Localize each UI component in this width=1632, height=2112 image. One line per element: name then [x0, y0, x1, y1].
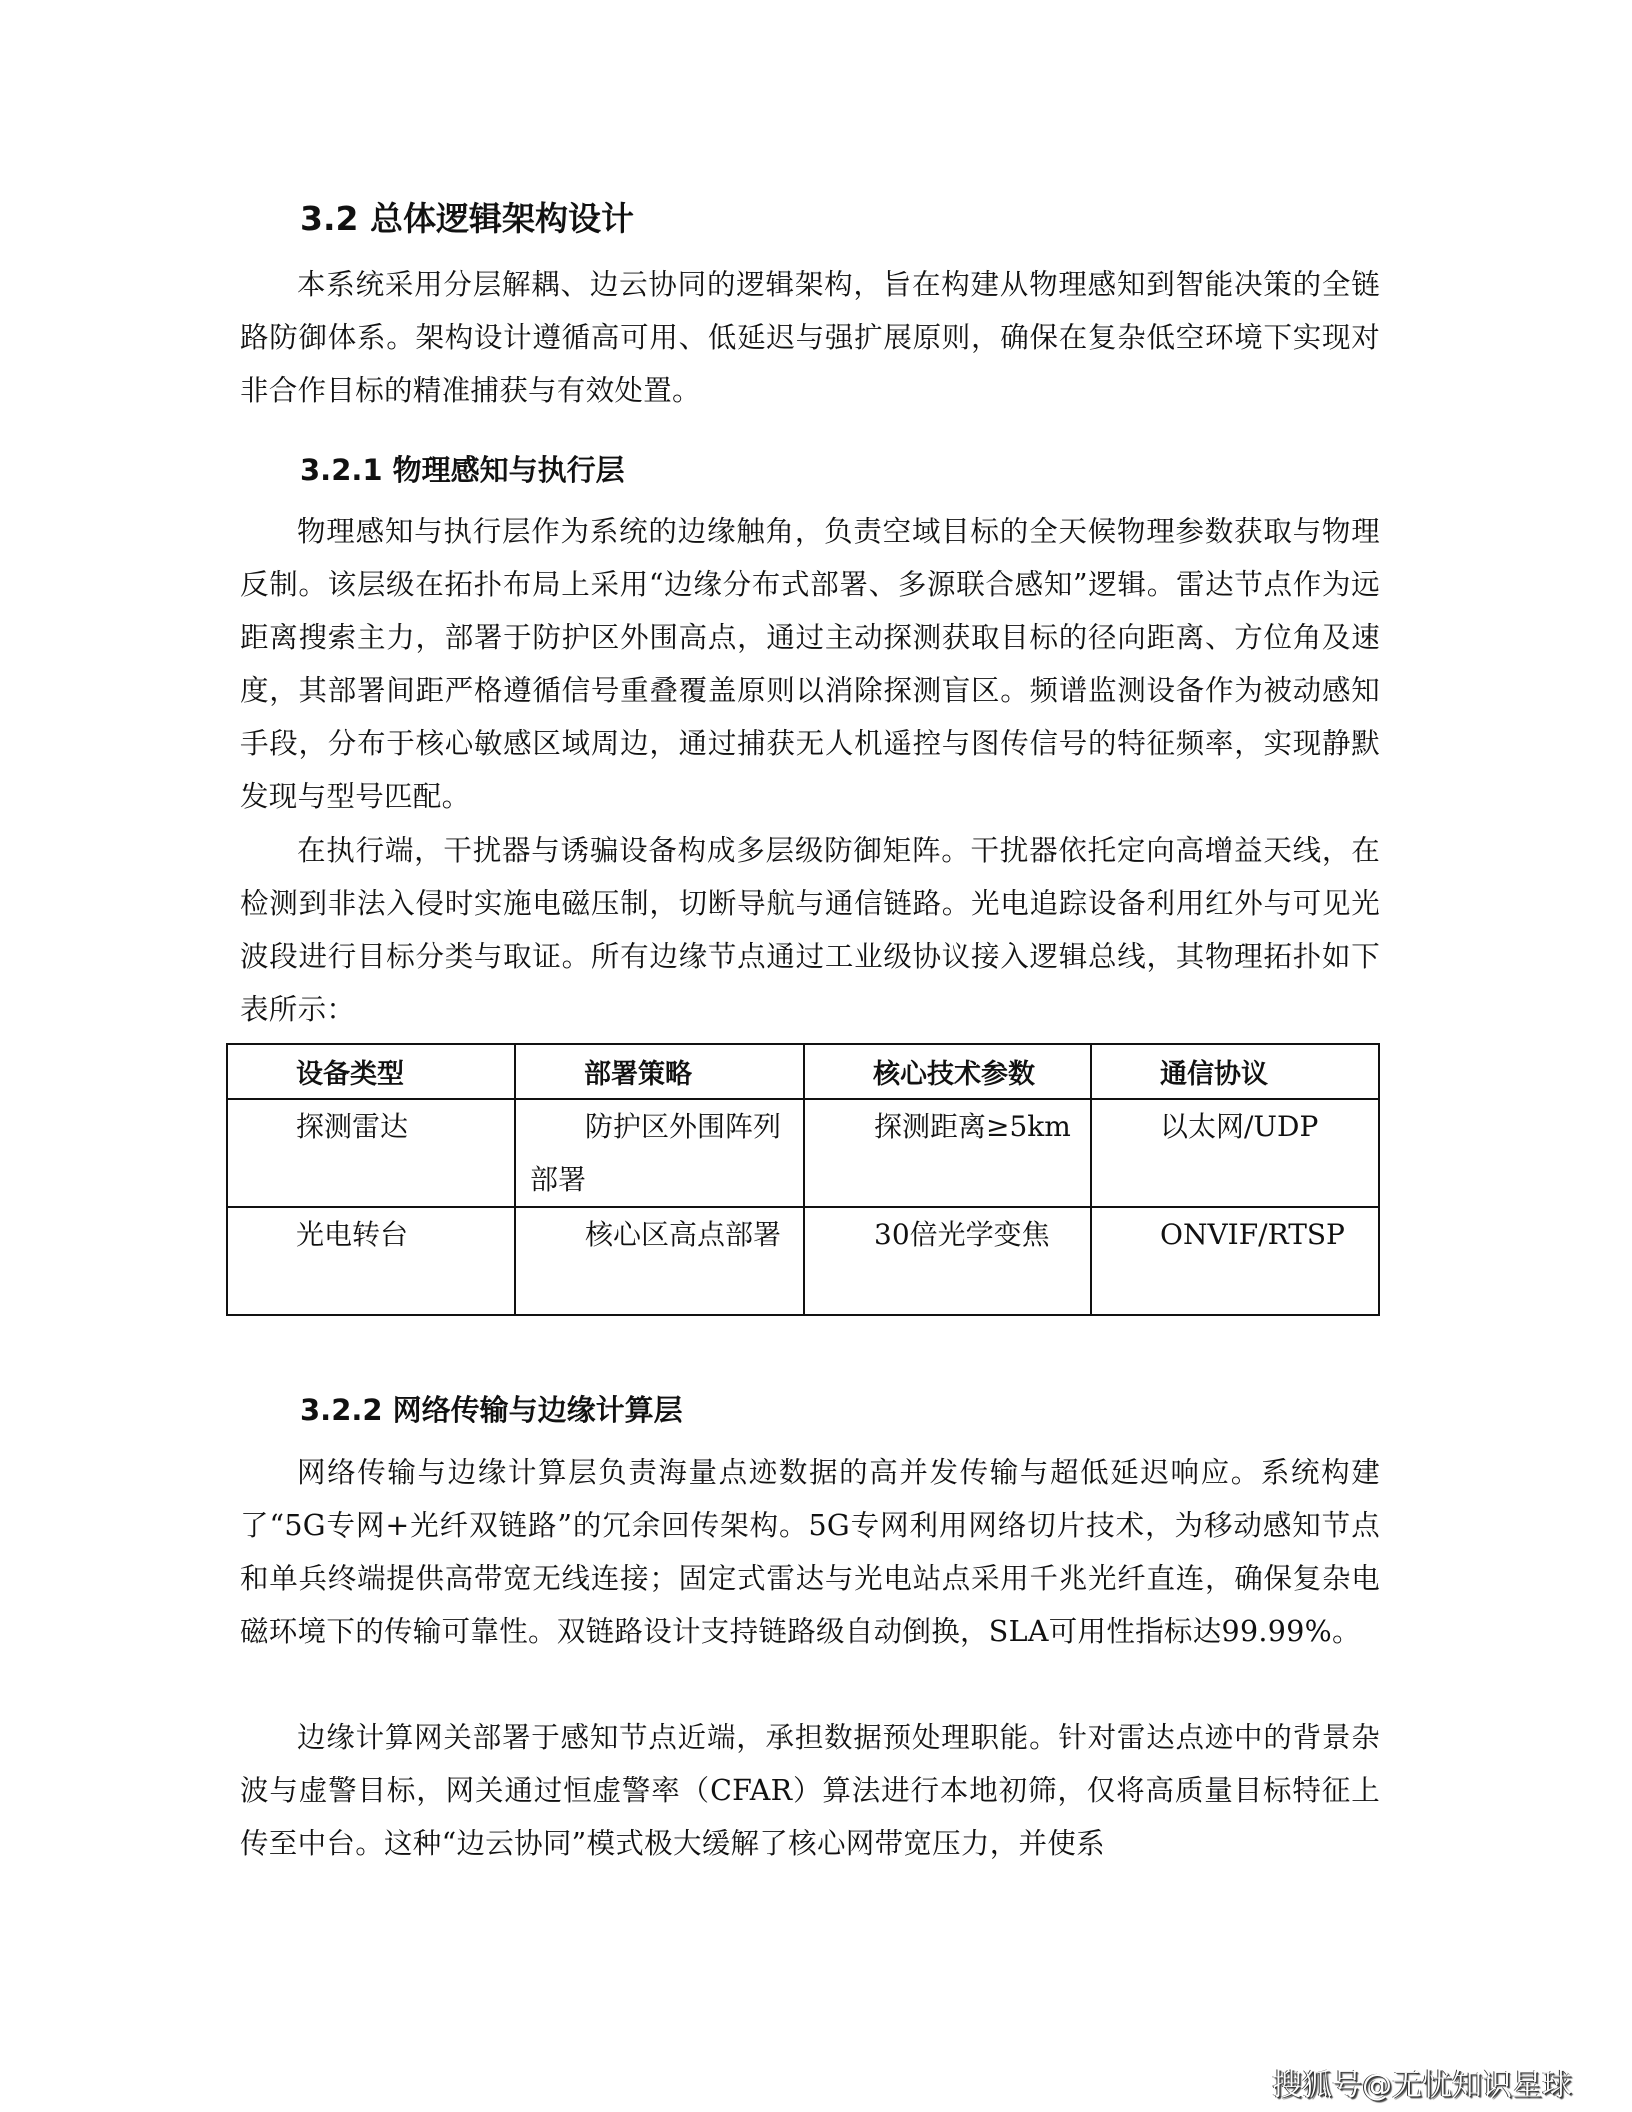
- subsection-heading-physical-layer: 3.2.1 物理感知与执行层: [300, 453, 625, 487]
- physical-layer-paragraph-2: 在执行端，干扰器与诱骗设备构成多层级防御矩阵。干扰器依托定向高增益天线，在检测到非法入侵时实施电磁压制，切断导航与通信链路。光电追踪设备利用红外与可见光波段进行目标分类与取证。所有边缘节点通过工业级协议接入逻辑总线，其物理拓扑如下表所示：: [240, 834, 1380, 1026]
- table-cell: 以太网/UDP: [1091, 1099, 1379, 1207]
- table-cell: 防护区外围阵列部署: [515, 1099, 804, 1207]
- table-cell: 30倍光学变焦: [804, 1207, 1091, 1315]
- subsection-heading-network-layer: 3.2.2 网络传输与边缘计算层: [300, 1393, 683, 1427]
- table-cell: 探测距离≥5km: [804, 1099, 1091, 1207]
- physical-topology-table: [226, 1043, 1380, 1316]
- table-header-parameters: 核心技术参数: [804, 1044, 1091, 1099]
- sohu-watermark: 搜狐号@无忧知识星球: [1272, 2068, 1572, 2103]
- intro-paragraph: 本系统采用分层解耦、边云协同的逻辑架构，旨在构建从物理感知到智能决策的全链路防御体系。架构设计遵循高可用、低延迟与强扩展原则，确保在复杂低空环境下实现对非合作目标的精准捕获与有效处置。: [240, 268, 1380, 407]
- network-layer-paragraph-2: 边缘计算网关部署于感知节点近端，承担数据预处理职能。针对雷达点迹中的背景杂波与虚警目标，网关通过恒虚警率（CFAR）算法进行本地初筛，仅将高质量目标特征上传至中台。这种“边云协同”模式极大缓解了核心网带宽压力，并使系: [240, 1721, 1380, 1860]
- table-cell: 核心区高点部署: [515, 1207, 804, 1315]
- table-cell: 探测雷达: [227, 1099, 515, 1207]
- table-cell: ONVIF/RTSP: [1091, 1207, 1379, 1315]
- table-row: [227, 1099, 1379, 1207]
- network-layer-paragraph-1: 网络传输与边缘计算层负责海量点迹数据的高并发传输与超低延迟响应。系统构建了“5G专网+光纤双链路”的冗余回传架构。5G专网利用网络切片技术，为移动感知节点和单兵终端提供高带宽无线连接；固定式雷达与光电站点采用千兆光纤直连，确保复杂电磁环境下的传输可靠性。双链路设计支持链路级自动倒换，SLA可用性指标达99.99%。: [240, 1456, 1380, 1648]
- table-cell: 光电转台: [227, 1207, 515, 1315]
- physical-layer-paragraph-1: 物理感知与执行层作为系统的边缘触角，负责空域目标的全天候物理参数获取与物理反制。该层级在拓扑布局上采用“边缘分布式部署、多源联合感知”逻辑。雷达节点作为远距离搜索主力，部署于防护区外围高点，通过主动探测获取目标的径向距离、方位角及速度，其部署间距严格遵循信号重叠覆盖原则以消除探测盲区。频谱监测设备作为被动感知手段，分布于核心敏感区域周边，通过捕获无人机遥控与图传信号的特征频率，实现静默发现与型号匹配。: [240, 515, 1380, 813]
- table-header-protocol: 通信协议: [1091, 1044, 1379, 1099]
- section-heading: 3.2 总体逻辑架构设计: [300, 199, 634, 238]
- table-header-device-type: 设备类型: [227, 1044, 515, 1099]
- table-row: [227, 1207, 1379, 1315]
- table-header-row: [227, 1044, 1379, 1099]
- table-header-deployment: 部署策略: [515, 1044, 804, 1099]
